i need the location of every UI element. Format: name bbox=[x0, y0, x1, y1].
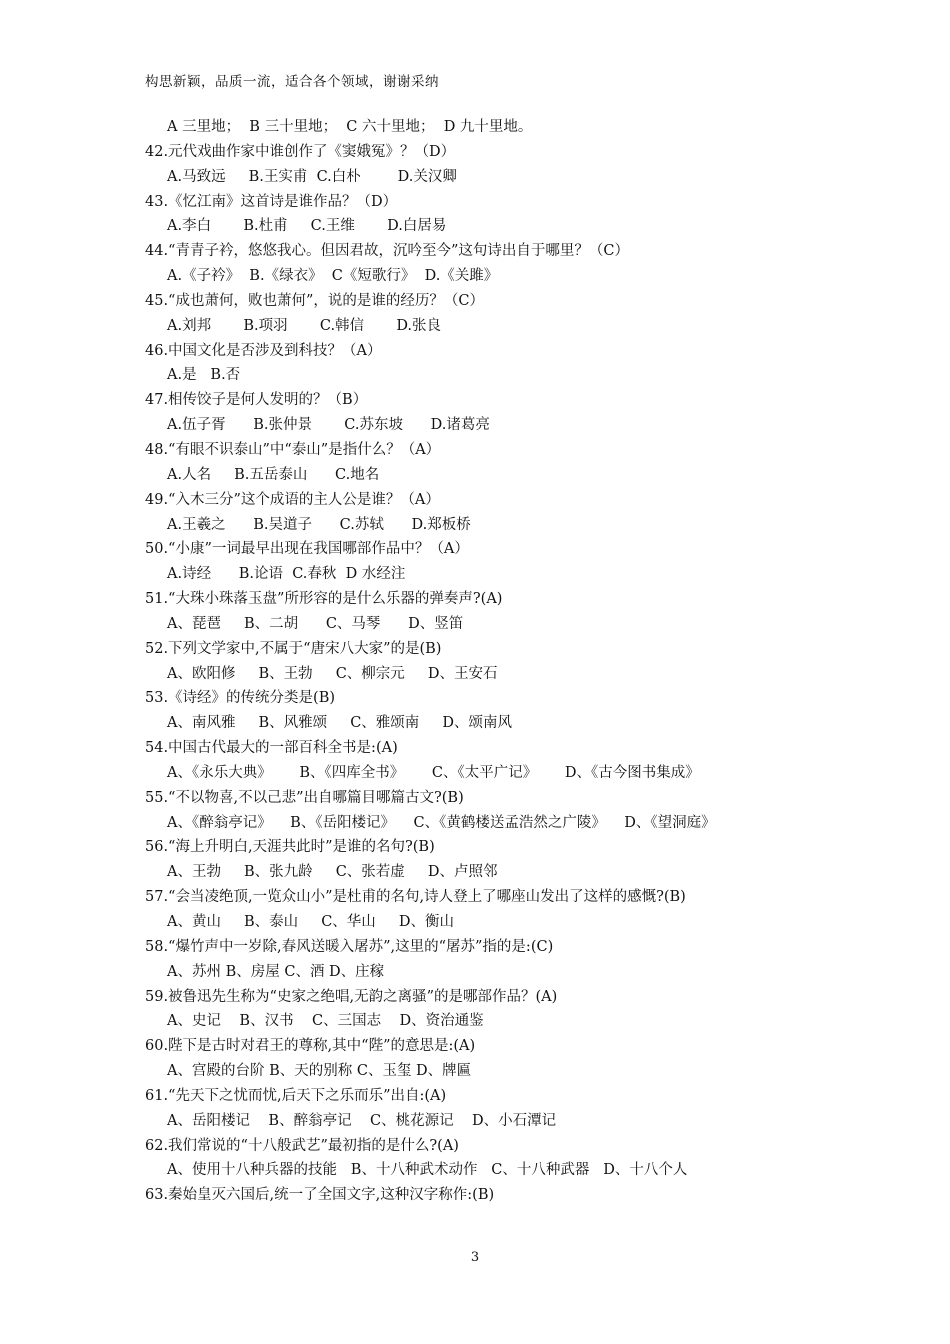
question-text: 59.被鲁迅先生称为“史家之绝唱,无韵之离骚”的是哪部作品？(A) bbox=[145, 988, 558, 1005]
question-text: 55.“不以物喜,不以己悲”出自哪篇目哪篇古文?(B) bbox=[145, 789, 464, 806]
answer-options: A.人名 B.五岳泰山 C.地名 bbox=[167, 466, 380, 483]
page-number: 3 bbox=[470, 1250, 480, 1265]
answer-options: A、宫殿的台阶 B、天的别称 C、玉玺 D、牌匾 bbox=[167, 1063, 472, 1080]
answer-options: A、史记 B、汉书 C、三国志 D、资治通鉴 bbox=[167, 1013, 484, 1030]
answer-options: A、使用十八种兵器的技能 B、十八种武术动作 C、十八种武器 D、十八个人 bbox=[167, 1162, 688, 1179]
answer-options: A、《永乐大典》 B、《四库全书》 C、《太平广记》 D、《古今图书集成》 bbox=[167, 764, 700, 781]
answer-options: A 三里地； B 三十里地； C 六十里地； D 九十里地。 bbox=[167, 119, 533, 135]
answer-options: A、王勃 B、张九龄 C、张若虚 D、卢照邻 bbox=[167, 864, 498, 881]
answer-options: A、黄山 B、泰山 C、华山 D、衡山 bbox=[167, 914, 454, 930]
answer-options: A、琵琶 B、二胡 C、马琴 D、竖笛 bbox=[167, 615, 464, 632]
answer-options: A.是 B.否 bbox=[167, 367, 241, 384]
question-text: 47.相传饺子是何人发明的？（B） bbox=[145, 392, 368, 409]
answer-options: A.诗经 B.论语 C.春秋 D 水经注 bbox=[167, 566, 406, 583]
answer-options: A.马致远 B.王实甫 C.白朴 D.关汉卿 bbox=[167, 168, 457, 185]
question-text: 61.“先天下之忧而忧,后天下之乐而乐”出自:(A) bbox=[145, 1087, 447, 1104]
question-text: 51.“大珠小珠落玉盘”所形容的是什么乐器的弹奏声?(A) bbox=[145, 591, 503, 608]
question-text: 56.“海上升明白,天涯共此时”是谁的名句?(B) bbox=[145, 839, 435, 856]
question-text: 43.《忆江南》这首诗是谁作品？（D） bbox=[145, 193, 398, 210]
page-header: 构思新颖，品质一流，适合各个领域，谢谢采纳 bbox=[145, 74, 439, 90]
question-text: 44.“青青子衿，悠悠我心。但因君故，沉吟至今”这句诗出自于哪里？（C） bbox=[145, 243, 629, 260]
question-text: 46.中国文化是否涉及到科技？（A） bbox=[145, 342, 382, 359]
question-text: 42.元代戏曲作家中谁创作了《窦娥冤》？（D） bbox=[145, 143, 456, 160]
answer-options: A.王羲之 B.吴道子 C.苏轼 D.郑板桥 bbox=[167, 516, 471, 533]
question-text: 58.“爆竹声中一岁除,春风送暖入屠苏”,这里的“屠苏”指的是:(C) bbox=[145, 938, 554, 955]
question-text: 63.秦始皇灭六国后,统一了全国文字,这种汉字称作:(B) bbox=[145, 1187, 495, 1204]
answer-options: A.李白 B.杜甫 C.王维 D.白居易 bbox=[167, 218, 447, 235]
answer-options: A.《子衿》 B.《绿衣》 C《短歌行》 D.《关雎》 bbox=[167, 268, 499, 285]
answer-options: A、《醉翁亭记》 B、《岳阳楼记》 C、《黄鹤楼送孟浩然之广陵》 D、《望洞庭》 bbox=[167, 814, 716, 831]
question-list bbox=[145, 115, 825, 1208]
question-text: 57.“会当凌绝顶,一览众山小”是杜甫的名句,诗人登上了哪座山发出了这样的感慨?(B) bbox=[145, 889, 686, 906]
question-text: 52.下列文学家中,不属于“唐宋八大家”的是(B) bbox=[145, 640, 442, 657]
question-text: 54.中国古代最大的一部百科全书是:(A) bbox=[145, 740, 398, 757]
answer-options: A、岳阳楼记 B、醉翁亭记 C、桃花源记 D、小石潭记 bbox=[167, 1112, 557, 1129]
answer-options: A.伍子胥 B.张仲景 C.苏东坡 D.诸葛亮 bbox=[167, 417, 490, 434]
question-text: 60.陛下是古时对君王的尊称,其中“陛”的意思是:(A) bbox=[145, 1038, 476, 1055]
question-text: 62.我们常说的“十八般武艺”最初指的是什么?(A) bbox=[145, 1137, 459, 1154]
question-text: 49.“入木三分”这个成语的主人公是谁？（A） bbox=[145, 491, 440, 508]
question-text: 53.《诗经》的传统分类是(B) bbox=[145, 690, 336, 707]
question-text: 45.“成也萧何，败也萧何”，说的是谁的经历？（C） bbox=[145, 292, 484, 309]
question-text: 50.“小康”一词最早出现在我国哪部作品中？（A） bbox=[145, 541, 469, 558]
answer-options: A.刘邦 B.项羽 C.韩信 D.张良 bbox=[167, 317, 442, 334]
question-text: 48.“有眼不识泰山”中“泰山”是指什么？（A） bbox=[145, 441, 441, 458]
answer-options: A、苏州 B、房屋 C、酒 D、庄稼 bbox=[167, 963, 385, 980]
answer-options: A、欧阳修 B、王勃 C、柳宗元 D、王安石 bbox=[167, 665, 498, 682]
answer-options: A、南风雅 B、风雅颂 C、雅颂南 D、颂南风 bbox=[167, 715, 512, 732]
